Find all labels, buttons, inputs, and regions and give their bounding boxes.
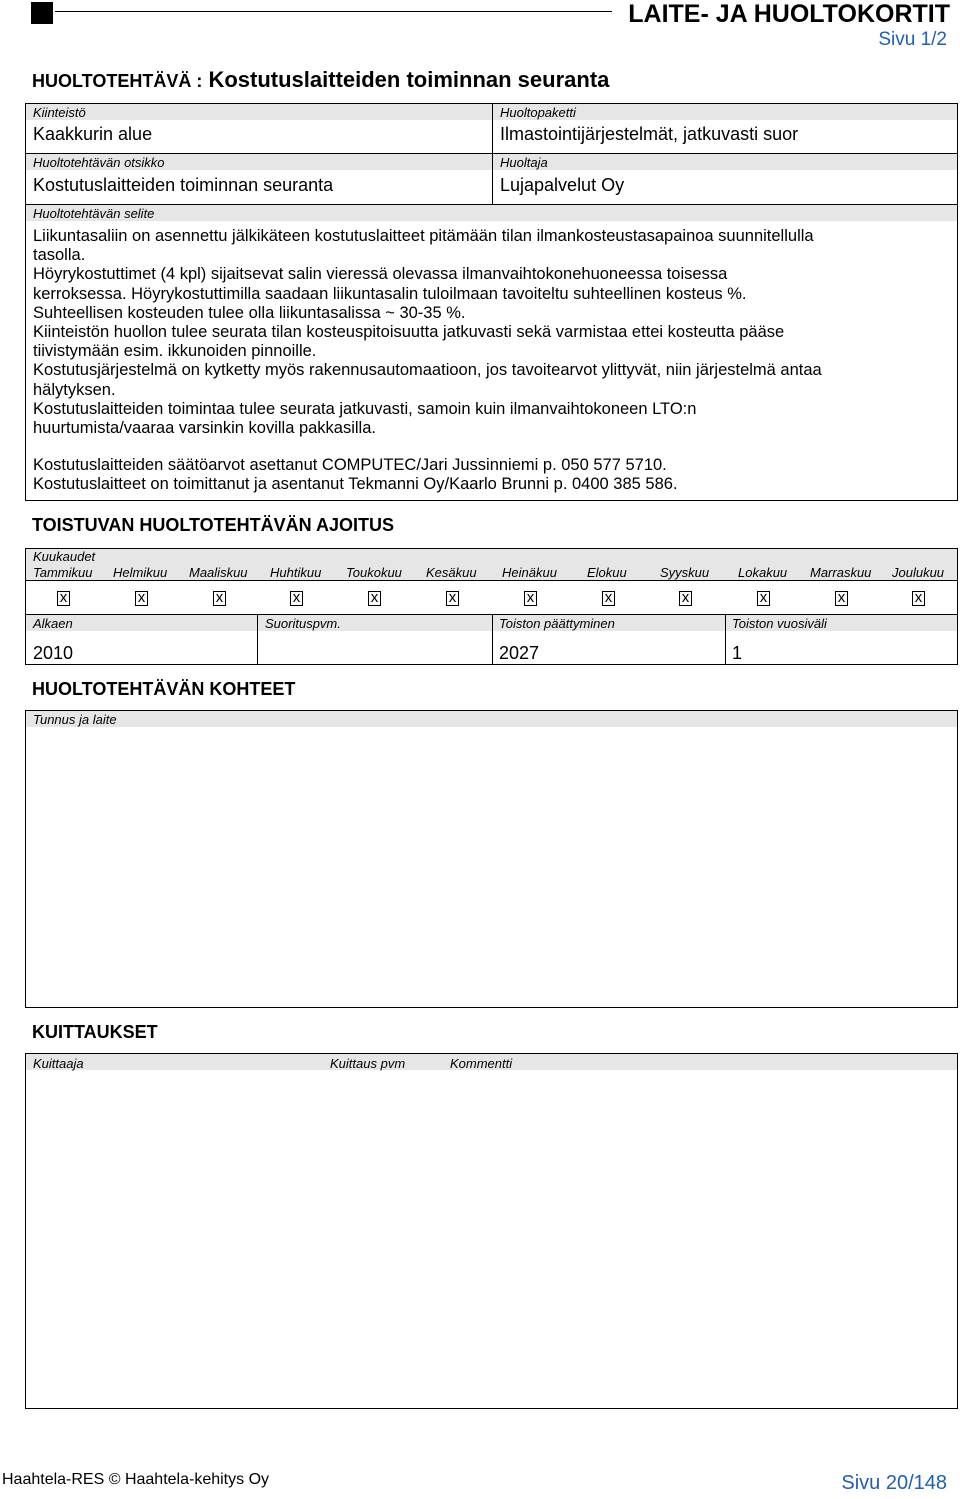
kuittaus-pvm-column-label: Kuittaus pvm <box>330 1056 406 1071</box>
month-label: Huhtikuu <box>270 565 322 580</box>
description-line: Liikuntasaliin on asennettu jälkikäteen kostutuslaitteet pitämään tilan ilmankosteustasapainoa suunnitellulla <box>33 227 814 245</box>
otsikko-value: Kostutuslaitteiden toiminnan seuranta <box>33 175 334 195</box>
paattyminen-value: 2027 <box>499 643 540 663</box>
description-line: tiivistymään esim. ikkunoiden pinnoille. <box>33 342 317 361</box>
acknowledgements-heading: KUITTAUKSET <box>32 1022 158 1042</box>
month-checkbox[interactable]: x <box>602 589 615 607</box>
description-line: huurtumista/vaaraa varsinkin kovilla pakkasilla. <box>33 419 376 438</box>
kiinteisto-value: Kaakkurin alue <box>33 124 153 144</box>
month-checkbox[interactable]: x <box>213 589 226 607</box>
month-checkbox[interactable]: x <box>446 589 459 607</box>
month-label: Syyskuu <box>660 565 710 580</box>
column-divider <box>725 614 726 665</box>
page-indicator: Sivu 1/2 <box>878 29 947 50</box>
footer-copyright: Haahtela-RES © Haahtela-kehitys Oy <box>2 1471 270 1488</box>
schedule-heading: TOISTUVAN HUOLTOTEHTÄVÄN AJOITUS <box>32 515 395 535</box>
month-checkbox[interactable]: x <box>57 589 70 607</box>
kommentti-column-label: Kommentti <box>450 1056 513 1071</box>
alkaen-value: 2010 <box>33 643 74 663</box>
description-line: Kiinteistön huollon tulee seurata tilan kosteuspitoisuutta jatkuvasti sekä varmistaa ettei kosteutta pääse <box>33 323 785 342</box>
huoltopaketti-value: Ilmastointijärjestelmät, jatkuvasti suor <box>500 124 799 144</box>
month-label: Toukokuu <box>346 565 402 580</box>
month-label: Heinäkuu <box>502 565 557 580</box>
column-divider <box>492 614 493 665</box>
month-label: Maaliskuu <box>189 565 248 580</box>
month-checkbox[interactable]: x <box>912 589 925 607</box>
description-line: kerroksessa. Höyrykostuttimilla saadaan liikuntasalin tuloilmaan tavoiteltu suhteellinen kosteus %. <box>33 284 747 303</box>
month-checkbox[interactable]: x <box>368 589 381 607</box>
row-divider <box>25 204 958 205</box>
month-checkbox[interactable]: x <box>835 589 848 607</box>
task-heading-name: Kostutuslaitteiden toiminnan seuranta <box>208 67 610 92</box>
contact-line: Kostutuslaitteiden säätöarvot asettanut COMPUTEC/Jari Jussinniemi p. 050 577 5710. <box>33 456 667 475</box>
selite-label: Huoltotehtävän selite <box>33 206 155 221</box>
month-checkbox[interactable]: x <box>135 589 148 607</box>
months-label: Kuukaudet <box>33 549 96 564</box>
month-label: Joulukuu <box>892 565 945 580</box>
month-label: Kesäkuu <box>426 565 477 580</box>
otsikko-label: Huoltotehtävän otsikko <box>33 155 165 170</box>
huoltopaketti-label: Huoltopaketti <box>500 105 576 120</box>
task-heading <box>32 67 609 93</box>
month-checkbox[interactable]: x <box>524 589 537 607</box>
description-line: tasolla. <box>33 246 86 265</box>
column-divider <box>492 103 493 204</box>
footer-page-number: Sivu 20/148 <box>841 1472 947 1494</box>
label-band <box>26 711 957 727</box>
description-line: Suhteellisen kosteuden tulee olla liikuntasalissa ~ 30-35 %. <box>33 303 466 322</box>
label-band <box>26 205 957 221</box>
column-divider <box>257 614 258 665</box>
vuosivali-value: 1 <box>732 643 743 663</box>
task-heading-prefix: HUOLTOTEHTÄVÄ : <box>32 71 203 91</box>
kuittaaja-column-label: Kuittaaja <box>33 1056 84 1071</box>
month-label: Helmikuu <box>113 565 168 580</box>
header-logo-square <box>31 2 53 24</box>
row-divider <box>25 580 958 581</box>
task-description <box>33 227 948 495</box>
month-checkbox[interactable]: x <box>290 589 303 607</box>
document-title: LAITE- JA HUOLTOKORTIT <box>628 0 950 28</box>
month-checkbox[interactable]: x <box>679 589 692 607</box>
month-checkbox[interactable]: x <box>757 589 770 607</box>
targets-heading: HUOLTOTEHTÄVÄN KOHTEET <box>32 679 296 699</box>
contact-line: Kostutuslaitteet on toimittanut ja asentanut Tekmanni Oy/Kaarlo Brunni p. 0400 385 586. <box>33 475 678 494</box>
description-line: Kostutusjärjestelmä on kytketty myös rakennusautomaatioon, jos tavoitearvot ylittyvät, niin järjestelmä antaa <box>33 361 822 380</box>
suorituspvm-label: Suorituspvm. <box>265 616 341 631</box>
paattyminen-label: Toiston päättyminen <box>499 616 615 631</box>
month-label: Marraskuu <box>810 565 872 580</box>
huoltaja-value: Lujapalvelut Oy <box>500 175 625 195</box>
month-label: Lokakuu <box>738 565 788 580</box>
vuosivali-label: Toiston vuosiväli <box>732 616 827 631</box>
description-line: Höyrykostuttimet (4 kpl) sijaitsevat salin vieressä olevassa ilmanvaihtokonehuoneessa toisessa <box>33 265 728 284</box>
kiinteisto-label: Kiinteistö <box>33 105 86 120</box>
targets-box <box>25 710 958 1008</box>
alkaen-label: Alkaen <box>33 616 73 631</box>
targets-column-label: Tunnus ja laite <box>33 712 117 727</box>
month-label: Tammikuu <box>33 565 93 580</box>
header-rule <box>55 11 612 12</box>
description-line: hälytyksen. <box>33 380 116 399</box>
month-label: Elokuu <box>587 565 627 580</box>
huoltaja-label: Huoltaja <box>500 155 548 170</box>
acknowledgements-box <box>25 1053 958 1409</box>
description-line: Kostutuslaitteiden toimintaa tulee seurata jatkuvasti, samoin kuin ilmanvaihtokoneen LTO:n <box>33 399 697 418</box>
